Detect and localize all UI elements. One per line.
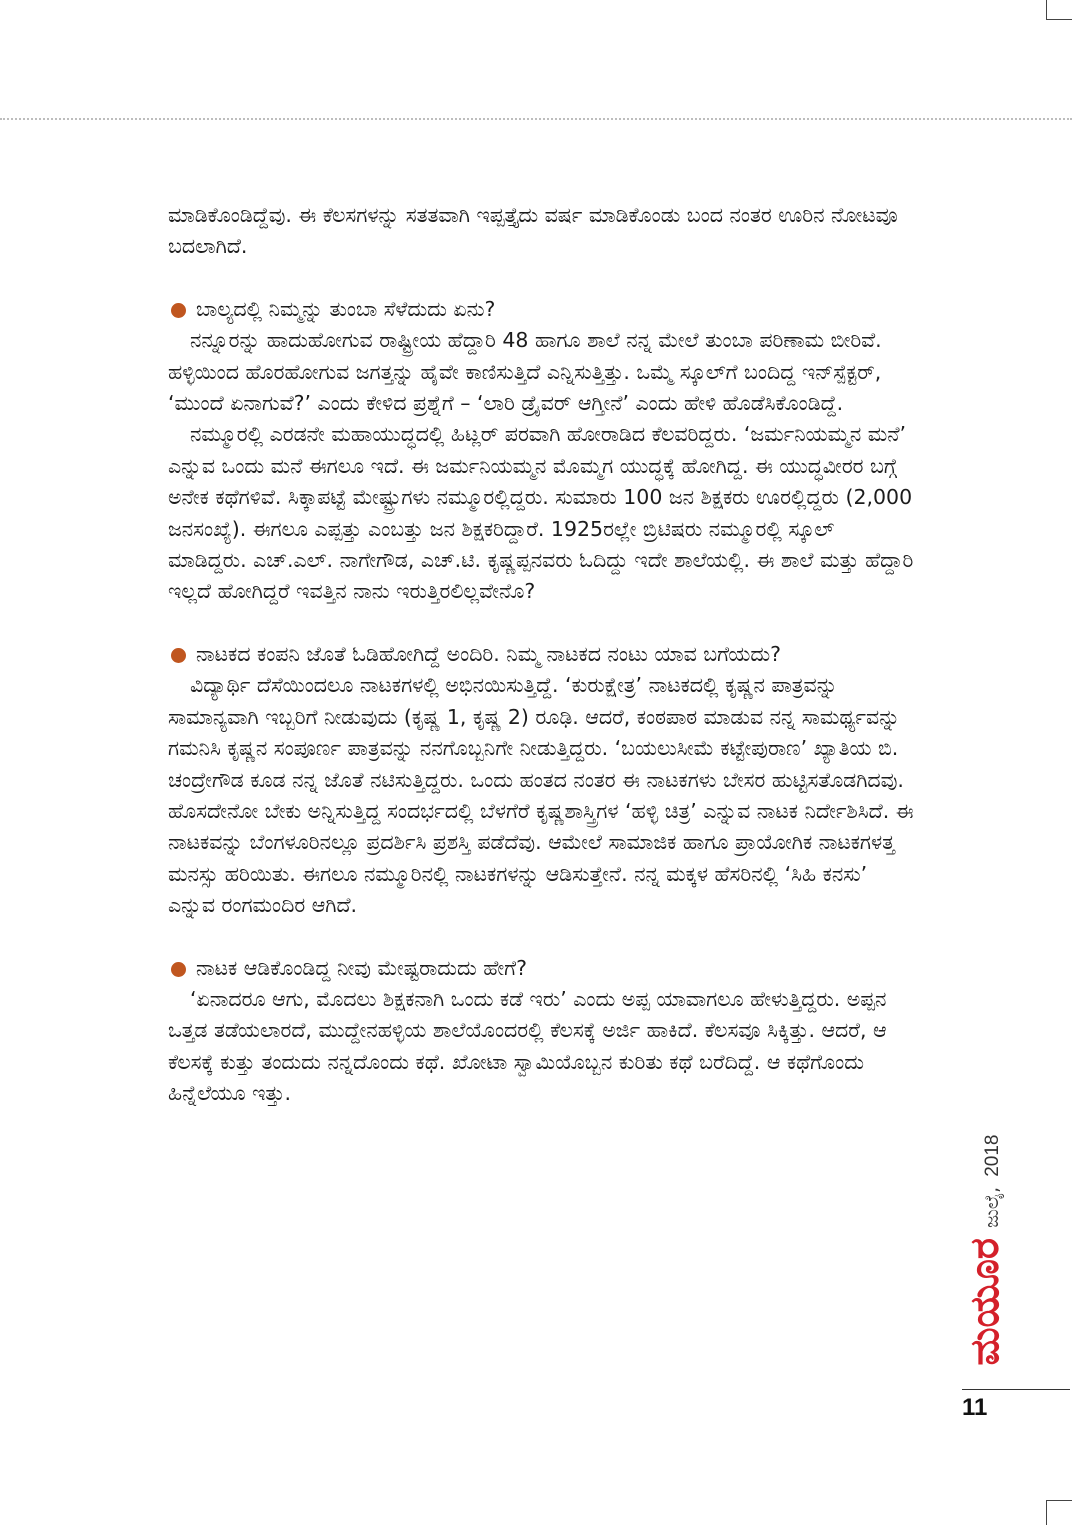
magazine-sidebar [950, 1120, 1020, 1380]
answer-block [168, 670, 916, 921]
paragraph: ‘ಏನಾದರೂ ಆಗು, ಮೊದಲು ಶಿಕ್ಷಕನಾಗಿ ಒಂದು ಕಡೆ ಇರು’ ಎಂದು ಅಪ್ಪ ಯಾವಾಗಲೂ ಹೇಳುತ್ತಿದ್ದರು. ಅಪ್ಪನ ಒತ್ತಡ ತಡೆಯಲಾರದೆ, ಮುದ್ದೇನಹಳ್ಳಿಯ ಶಾಲೆಯೊಂದರಲ್ಲಿ ಕೆಲಸಕ್ಕೆ ಅರ್ಜಿ ಹಾಕಿದೆ. ಕೆಲಸವೂ ಸಿಕ್ಕಿತ್ತು. ಆದರೆ, ಆ ಕೆಲಸಕ್ಕೆ ಕುತ್ತು ತಂದುದು ನನ್ನದೊಂದು ಕಥೆ. ಖೋಟಾ ಸ್ವಾಮಿಯೊಬ್ಬನ ಕುರಿತು ಕಥೆ ಬರೆದಿದ್ದೆ. ಆ ಕಥೆಗೊಂದು ಹಿನ್ನೆಲೆಯೂ ಇತ್ತು. [168, 986, 887, 1106]
section-gap [168, 263, 916, 294]
answer-block [168, 984, 916, 1110]
question-text: ನಾಟಕದ ಕಂಪನಿ ಜೊತೆ ಓಡಿಹೋಗಿದ್ದೆ ಅಂದಿರಿ. ನಿಮ್ಮ ನಾಟಕದ ನಂಟು ಯಾವ ಬಗೆಯದು? [196, 641, 781, 666]
bullet-icon [171, 648, 186, 663]
crop-mark-bottom-right [1046, 1500, 1072, 1525]
page-number: 11 [962, 1394, 988, 1421]
paragraph: ವಿದ್ಯಾರ್ಥಿ ದೆಸೆಯಿಂದಲೂ ನಾಟಕಗಳಲ್ಲಿ ಅಭಿನಯಿಸುತ್ತಿದ್ದೆ. ‘ಕುರುಕ್ಷೇತ್ರ’ ನಾಟಕದಲ್ಲಿ ಕೃಷ್ಣನ ಪಾತ್ರವನ್ನು ಸಾಮಾನ್ಯವಾಗಿ ಇಬ್ಬರಿಗೆ ನೀಡುವುದು (ಕೃಷ್ಣ 1, ಕೃಷ್ಣ 2) ರೂಢಿ. ಆದರೆ, ಕಂಠಪಾಠ ಮಾಡುವ ನನ್ನ ಸಾಮರ್ಥ್ಯವನ್ನು ಗಮನಿಸಿ ಕೃಷ್ಣನ ಸಂಪೂರ್ಣ ಪಾತ್ರವನ್ನು ನನಗೊಬ್ಬನಿಗೇ ನೀಡುತ್ತಿದ್ದರು. ‘ಬಯಲುಸೀಮೆ ಕಟ್ಟೇಪುರಾಣ’ ಖ್ಯಾತಿಯ ಬಿ. ಚಂದ್ರೇಗೌಡ ಕೂಡ ನನ್ನ ಜೊತೆ ನಟಿಸುತ್ತಿದ್ದರು. ಒಂದು ಹಂತದ ನಂತರ ಈ ನಾಟಕಗಳು ಬೇಸರ ಹುಟ್ಟಿಸತೊಡಗಿದವು. ಹೊಸದೇನೋ ಬೇಕು ಅನ್ನಿಸುತ್ತಿದ್ದ ಸಂದರ್ಭದಲ್ಲಿ ಬೆಳಗೆರೆ ಕೃಷ್ಣಶಾಸ್ತ್ರಿಗಳ ‘ಹಳ್ಳಿ ಚಿತ್ರ’ ಎನ್ನುವ ನಾಟಕ ನಿರ್ದೇಶಿಸಿದೆ. ಈ ನಾಟಕವನ್ನು ಬೆಂಗಳೂರಿನಲ್ಲೂ ಪ್ರದರ್ಶಿಸಿ ಪ್ರಶಸ್ತಿ ಪಡೆದೆವು. ಆಮೇಲೆ ಸಾಮಾಜಿಕ ಹಾಗೂ ಪ್ರಾಯೋಗಿಕ ನಾಟಕಗಳತ್ತ ಮನಸ್ಸು ಹರಿಯಿತು. ಈಗಲೂ ನಮ್ಮೂರಿನಲ್ಲಿ ನಾಟಕಗಳನ್ನು ಆಡಿಸುತ್ತೇನೆ. ನನ್ನ ಮಕ್ಕಳ ಹೆಸರಿನಲ್ಲಿ ‘ಸಿಹಿ ಕನಸು’ ಎನ್ನುವ ರಂಗಮಂದಿರ ಆಗಿದೆ. [168, 673, 914, 918]
question-heading [168, 294, 916, 325]
answer-block [168, 325, 916, 608]
question-heading [168, 953, 916, 984]
issue-month: ಜುಲೈ, [981, 1186, 1003, 1228]
section-gap [168, 608, 916, 639]
article-body [168, 200, 916, 1110]
bullet-icon [171, 303, 186, 318]
issue-year: 2018 [982, 1134, 1003, 1177]
crop-mark-top-right [1046, 0, 1072, 20]
section-gap [168, 922, 916, 953]
question-text: ನಾಟಕ ಆಡಿಕೊಂಡಿದ್ದ ನೀವು ಮೇಷ್ಟರಾದುದು ಹೇಗೆ? [196, 955, 527, 980]
paragraph: ನನ್ನೂರನ್ನು ಹಾದುಹೋಗುವ ರಾಷ್ಟ್ರೀಯ ಹೆದ್ದಾರಿ 48 ಹಾಗೂ ಶಾಲೆ ನನ್ನ ಮೇಲೆ ತುಂಬಾ ಪರಿಣಾಮ ಬೀರಿವೆ. ಹಳ್ಳಿಯಿಂದ ಹೊರಹೋಗುವ ಜಗತ್ತನ್ನು ಹೈವೇ ಕಾಣಿಸುತ್ತಿದೆ ಎನ್ನಿಸುತ್ತಿತ್ತು. ಒಮ್ಮೆ ಸ್ಕೂಲ್‌ಗೆ ಬಂದಿದ್ದ ಇನ್‌ಸ್ಪೆಕ್ಟರ್, ‘ಮುಂದೆ ಏನಾಗುವೆ?’ ಎಂದು ಕೇಳಿದ ಪ್ರಶ್ನೆಗೆ – ‘ಲಾರಿ ಡ್ರೈವರ್ ಆಗ್ತೀನೆ’ ಎಂದು ಹೇಳಿ ಹೊಡೆಸಿಕೊಂಡಿದ್ದೆ. [168, 328, 882, 416]
bullet-icon [171, 962, 186, 977]
sidebar-rotated-text [962, 1135, 1008, 1366]
magazine-logo: ಮಯೂರ [962, 1237, 1008, 1366]
header-dotted-rule [0, 118, 1072, 120]
question-text: ಬಾಲ್ಯದಲ್ಲಿ ನಿಮ್ಮನ್ನು ತುಂಬಾ ಸೆಳೆದುದು ಏನು? [196, 296, 496, 321]
paragraph: ಮಾಡಿಕೊಂಡಿದ್ದೆವು. ಈ ಕೆಲಸಗಳನ್ನು ಸತತವಾಗಿ ಇಪ್ಪತ್ತೈದು ವರ್ಷ ಮಾಡಿಕೊಂಡು ಬಂದ ನಂತರ ಊರಿನ ನೋಟವೂ ಬದಲಾಗಿದೆ. [168, 203, 898, 259]
intro-paragraph [168, 200, 916, 263]
page-number-rule [962, 1389, 1070, 1390]
question-heading [168, 639, 916, 670]
paragraph: ನಮ್ಮೂರಲ್ಲಿ ಎರಡನೇ ಮಹಾಯುದ್ಧದಲ್ಲಿ ಹಿಟ್ಲರ್ ಪರವಾಗಿ ಹೋರಾಡಿದ ಕೆಲವರಿದ್ದರು. ‘ಜರ್ಮನಿಯಮ್ಮನ ಮನೆ’ ಎನ್ನುವ ಒಂದು ಮನೆ ಈಗಲೂ ಇದೆ. ಈ ಜರ್ಮನಿಯಮ್ಮನ ಮೊಮ್ಮಗ ಯುದ್ಧಕ್ಕೆ ಹೋಗಿದ್ದ. ಈ ಯುದ್ಧವೀರರ ಬಗ್ಗೆ ಅನೇಕ ಕಥೆಗಳಿವೆ. ಸಿಕ್ಕಾಪಟ್ಟೆ ಮೇಷ್ಟ್ರುಗಳು ನಮ್ಮೂರಲ್ಲಿದ್ದರು. ಸುಮಾರು 100 ಜನ ಶಿಕ್ಷಕರು ಊರಲ್ಲಿದ್ದರು (2,000 ಜನಸಂಖ್ಯೆ). ಈಗಲೂ ಎಪ್ಪತ್ತು ಎಂಬತ್ತು ಜನ ಶಿಕ್ಷಕರಿದ್ದಾರೆ. 1925ರಲ್ಲೇ ಬ್ರಿಟಿಷರು ನಮ್ಮೂರಲ್ಲಿ ಸ್ಕೂಲ್ ಮಾಡಿದ್ದರು. ಎಚ್.ಎಲ್. ನಾಗೇಗೌಡ, ಎಚ್.ಟಿ. ಕೃಷ್ಣಪ್ಪನವರು ಓದಿದ್ದು ಇದೇ ಶಾಲೆಯಲ್ಲಿ. ಈ ಶಾಲೆ ಮತ್ತು ಹೆದ್ದಾರಿ ಇಲ್ಲದೆ ಹೋಗಿದ್ದರೆ ಇವತ್ತಿನ ನಾನು ಇರುತ್ತಿರಲಿಲ್ಲವೇನೊ? [168, 422, 914, 604]
